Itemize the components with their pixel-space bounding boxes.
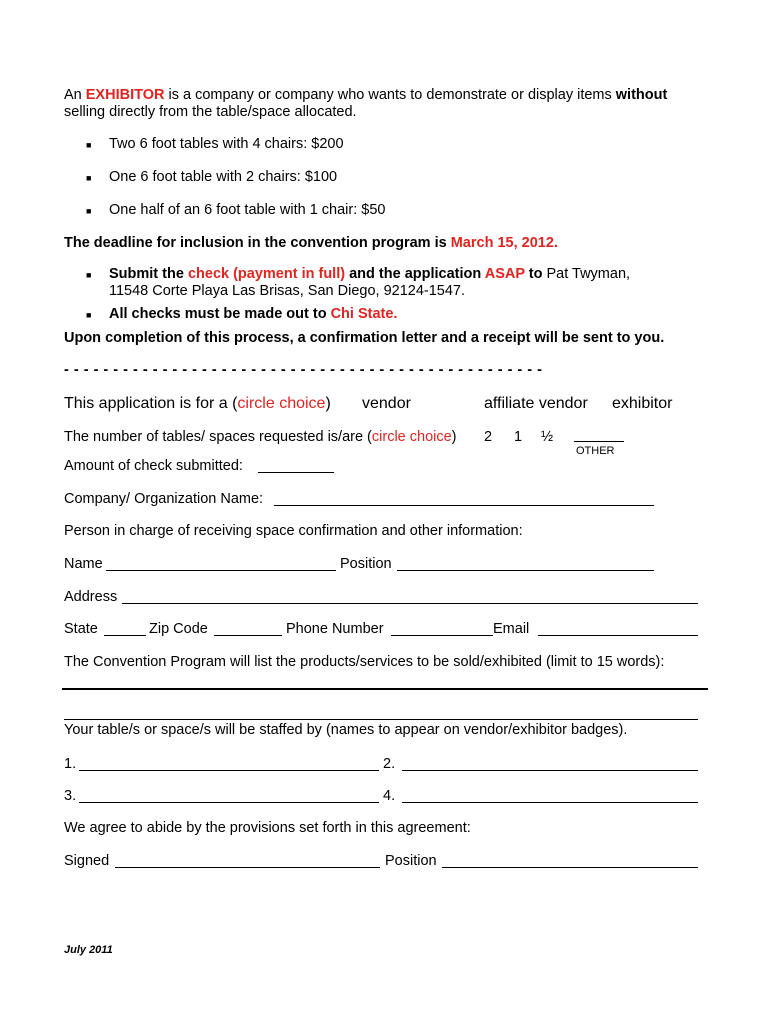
option-one-table: One 6 foot table with 2 chairs: $100: [109, 169, 338, 185]
program-label: The Convention Program will list the products/services to be sold/exhibited (limit to 15 words):: [64, 654, 665, 670]
deadline-text: The deadline for inclusion in the convention program is March 15, 2012.: [64, 235, 558, 251]
staff-1-label: 1.: [64, 756, 77, 772]
program-input-line-1[interactable]: [62, 688, 708, 690]
staff-2-label: 2.: [383, 756, 396, 772]
email-label: Email: [493, 621, 530, 637]
submit-line-1: Submit the check (payment in full) and the application ASAP to Pat Twyman,: [109, 266, 631, 282]
completion-text: Upon completion of this process, a confirmation letter and a receipt will be sent to you.: [64, 330, 665, 346]
option-two-tables: Two 6 foot tables with 4 chairs: $200: [109, 136, 344, 152]
footer-date: July 2011: [64, 944, 113, 956]
position-input[interactable]: [397, 570, 654, 571]
company-input[interactable]: [274, 505, 654, 506]
phone-label: Phone Number: [286, 621, 384, 637]
tables-label: The number of tables/ spaces requested is/are (circle choice): [64, 429, 457, 445]
name-input[interactable]: [106, 570, 336, 571]
signed-label: Signed: [64, 853, 110, 869]
program-input-line-2[interactable]: [64, 719, 698, 720]
agreement-text: We agree to abide by the provisions set forth in this agreement:: [64, 820, 471, 836]
tables-choice-1[interactable]: 1: [514, 429, 523, 445]
application-type-label: This application is for a (circle choice): [64, 395, 331, 412]
company-label: Company/ Organization Name:: [64, 491, 264, 507]
bullet-icon: ■: [86, 270, 92, 280]
intro-line-1: An EXHIBITOR is a company or company who wants to demonstrate or display items without: [64, 87, 668, 103]
amount-label: Amount of check submitted:: [64, 458, 243, 474]
tables-choice-2[interactable]: 2: [484, 429, 493, 445]
name-label: Name: [64, 556, 103, 572]
amount-input[interactable]: [258, 472, 334, 473]
position-label: Position: [340, 556, 392, 572]
bullet-icon: ■: [86, 140, 92, 150]
option-half-table: One half of an 6 foot table with 1 chair: $50: [109, 202, 386, 218]
other-label: OTHER: [576, 445, 615, 457]
staffed-label: Your table/s or space/s will be staffed by (names to appear on vendor/exhibitor badges).: [64, 722, 628, 738]
staff-4-input[interactable]: [402, 802, 698, 803]
dashed-separator: - - - - - - - - - - - - - - - - - - - - - - - - - - - - - - - - - - - - - - - - - - - - - - - - -: [64, 362, 543, 378]
signer-position-input[interactable]: [442, 867, 698, 868]
zip-input[interactable]: [214, 635, 282, 636]
phone-input[interactable]: [391, 635, 493, 636]
exhibitor-term: EXHIBITOR: [85, 87, 165, 103]
staff-4-label: 4.: [383, 788, 396, 804]
tables-choice-half[interactable]: ½: [541, 429, 554, 445]
address-input[interactable]: [122, 603, 698, 604]
choice-exhibitor[interactable]: exhibitor: [612, 395, 673, 412]
other-input[interactable]: [574, 441, 624, 442]
address-label: Address: [64, 589, 118, 605]
signature-input[interactable]: [115, 867, 380, 868]
submit-address: 11548 Corte Playa Las Brisas, San Diego, 92124-1547.: [109, 283, 466, 299]
email-input[interactable]: [538, 635, 698, 636]
state-input[interactable]: [104, 635, 146, 636]
bullet-icon: ■: [86, 206, 92, 216]
person-in-charge-label: Person in charge of receiving space confirmation and other information:: [64, 523, 523, 539]
bullet-icon: ■: [86, 310, 92, 320]
checks-text: All checks must be made out to Chi State.: [109, 306, 398, 322]
choice-vendor[interactable]: vendor: [362, 395, 411, 412]
zip-label: Zip Code: [149, 621, 208, 637]
choice-affiliate-vendor[interactable]: affiliate vendor: [484, 395, 588, 412]
staff-1-input[interactable]: [79, 770, 379, 771]
signer-position-label: Position: [385, 853, 437, 869]
staff-2-input[interactable]: [402, 770, 698, 771]
bullet-icon: ■: [86, 173, 92, 183]
state-label: State: [64, 621, 98, 637]
staff-3-input[interactable]: [79, 802, 379, 803]
staff-3-label: 3.: [64, 788, 77, 804]
intro-line-2: selling directly from the table/space allocated.: [64, 104, 357, 120]
